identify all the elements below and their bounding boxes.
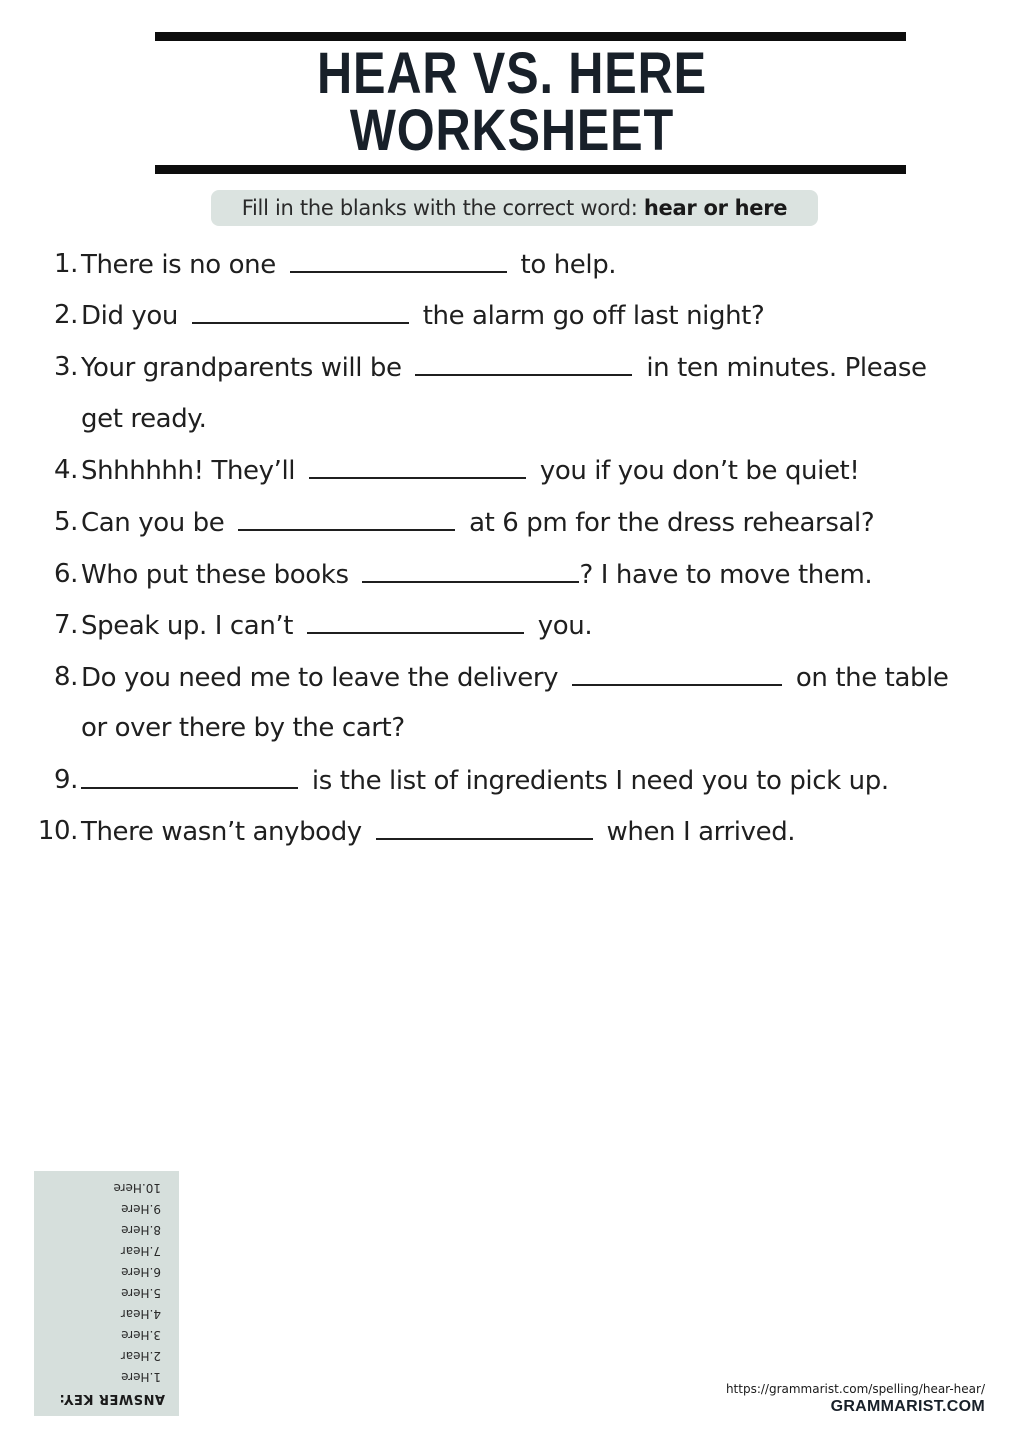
question-text-before: Did you: [81, 301, 186, 331]
question-number: 1.: [53, 249, 78, 279]
question-text-after: ? I have to move them.: [579, 560, 873, 590]
answer-key-item: 8.Here: [121, 1223, 161, 1237]
question-text-after: in ten minutes. Please: [638, 353, 927, 383]
answer-key-item: 1.Here: [121, 1370, 161, 1384]
question-number: 7.: [53, 610, 78, 640]
question-number: 5.: [53, 507, 78, 537]
instruction-banner: [211, 190, 818, 226]
answer-key-item: 10.Here: [113, 1181, 161, 1195]
question-text-cont: or over there by the cart?: [81, 713, 405, 743]
answer-blank[interactable]: [376, 814, 593, 840]
answer-key-box: [34, 1171, 179, 1416]
title-rule-bottom: [155, 165, 906, 174]
question-text-after: is the list of ingredients I need you to pick up.: [304, 766, 889, 796]
answer-blank[interactable]: [309, 453, 526, 479]
answer-key-item: 4.Hear: [120, 1307, 161, 1321]
answer-blank[interactable]: [362, 557, 579, 583]
instruction-text: Fill in the blanks with the correct word:: [241, 196, 644, 220]
question-number: 9.: [53, 765, 78, 795]
question-text-before: There is no one: [81, 250, 284, 280]
question-text-cont: get ready.: [81, 404, 207, 434]
answer-key-item: 7.Hear: [120, 1244, 161, 1258]
question-number: 4.: [53, 455, 78, 485]
answer-key-item: 6.Here: [121, 1265, 161, 1279]
question-text-after: you.: [529, 611, 593, 641]
answer-blank[interactable]: [415, 350, 632, 376]
question-text-before: Your grandparents will be: [81, 353, 410, 383]
answer-blank[interactable]: [307, 608, 524, 634]
question-number: 10.: [37, 816, 78, 846]
question-text-before: Who put these books: [81, 560, 357, 590]
answer-key-item: 9.Here: [121, 1202, 161, 1216]
answer-key-item: 2.Hear: [120, 1349, 161, 1363]
question-number: 6.: [53, 559, 78, 589]
question-text-before: Shhhhhh! They’ll: [81, 456, 303, 486]
question-text-after: the alarm go off last night?: [414, 301, 765, 331]
question-text-before: There wasn’t anybody: [81, 817, 370, 847]
page-title-line2: WORKSHEET: [349, 98, 675, 163]
brand-logo-text: GRAMMARIST.COM: [830, 1398, 985, 1415]
question-text-after: to help.: [512, 250, 617, 280]
question-number: 8.: [53, 662, 78, 692]
answer-blank[interactable]: [238, 505, 455, 531]
answer-blank[interactable]: [192, 298, 409, 324]
question-number: 3.: [53, 352, 78, 382]
answer-key-item: 5.Here: [121, 1286, 161, 1300]
source-url[interactable]: https://grammarist.com/spelling/hear-hear/: [725, 1382, 985, 1396]
title-rule-top: [155, 32, 906, 41]
question-text-after: on the table: [788, 663, 949, 693]
answer-blank[interactable]: [572, 660, 782, 686]
question-text-before: Speak up. I can’t: [81, 611, 301, 641]
instruction-bold: hear or here: [643, 196, 788, 220]
question-text-before: Can you be: [81, 508, 233, 538]
question-number: 2.: [53, 300, 78, 330]
question-text-before: Do you need me to leave the delivery: [81, 663, 567, 693]
question-text-after: when I arrived.: [598, 817, 796, 847]
answer-blank[interactable]: [290, 247, 507, 273]
question-text-after: you if you don’t be quiet!: [531, 456, 860, 486]
answer-key-item: 3.Here: [121, 1328, 161, 1342]
question-text-after: at 6 pm for the dress rehearsal?: [461, 508, 875, 538]
answer-key-title: ANSWER KEY:: [59, 1391, 165, 1406]
answer-blank[interactable]: [81, 763, 298, 789]
page-title-line1: HEAR VS. HERE: [317, 41, 707, 106]
